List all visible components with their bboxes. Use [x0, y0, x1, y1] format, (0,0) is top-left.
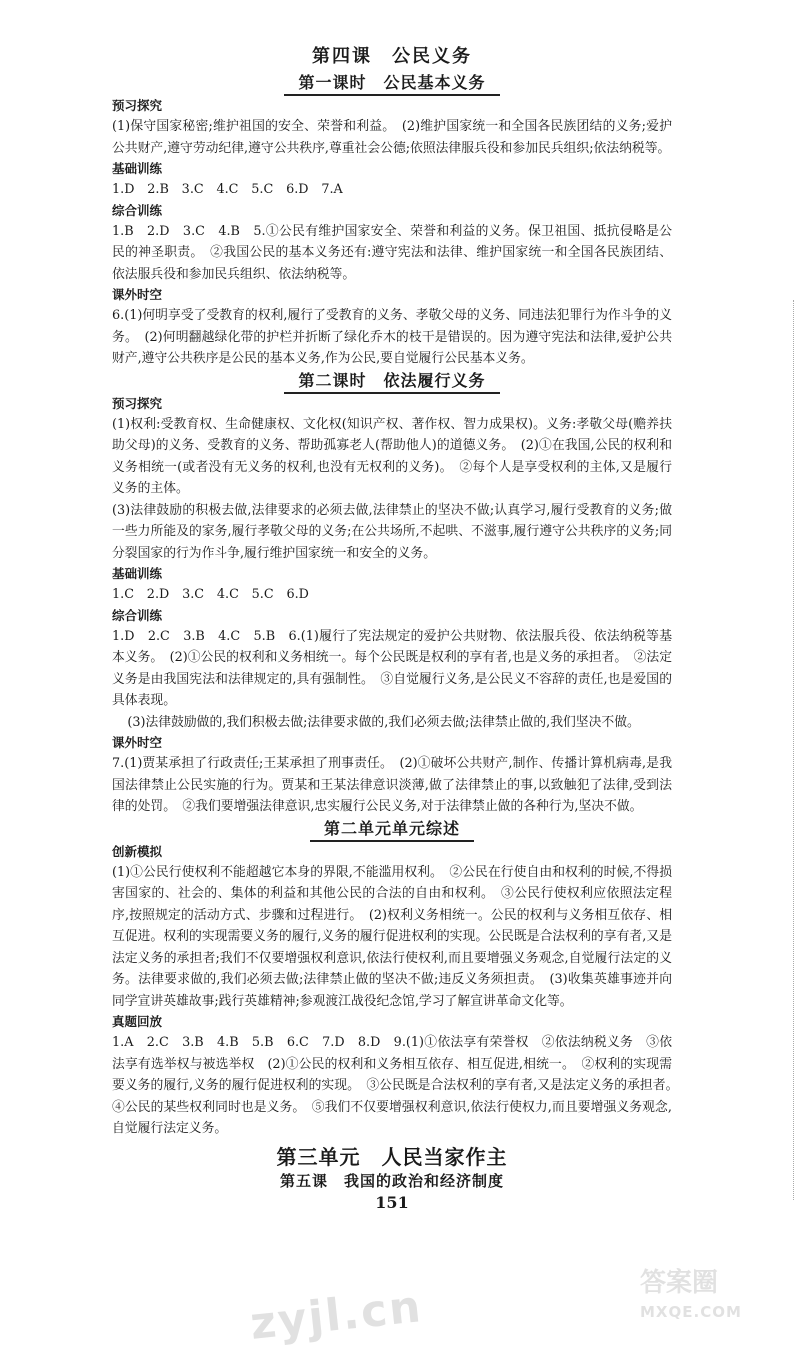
period-title [112, 370, 672, 392]
answer-paragraph: 1.B 2.D 3.C 4.B 5.①公民有维护国家安全、荣誉和利益的义务。保卫祖国、抵抗侵略是公民的神圣职责。 ②我国公民的基本义务还有:遵守宪法和法律、维护国家统一和全国各民族团结、依法服兵役和参加民兵组织、依法纳税等。 [112, 223, 672, 282]
section-heading-comprehensive: 综合训练 [112, 202, 163, 218]
section-heading-comprehensive: 综合训练 [112, 607, 163, 623]
section-heading-extra: 课外时空 [112, 735, 163, 750]
unit-review-title-text: 第二单元单元综述 [310, 818, 474, 842]
watermark-zyjl: zyjl.cn [247, 1281, 425, 1350]
watermark-answer-circle: 答案圈 [640, 1268, 719, 1298]
page-number: 151 [375, 1192, 409, 1212]
answer-paragraph: (1)保守国家秘密;维护祖国的安全、荣誉和利益。 (2)维护国家统一和全国各民族团结的义务;爱护公共财产,遵守劳动纪律,遵守公共秩序,尊重社会公德;依照法律服兵役和参加民兵组织;依法纳税等。 [112, 119, 672, 156]
answer-paragraph: 6.(1)何明享受了受教育的权利,履行了受教育的义务、孝敬父母的义务、同违法犯罪行为作斗争的义务。 (2)何明翻越绿化带的护栏并折断了绿化乔木的枝干是错误的。因为遵守宪法和法律,爱护公共财产,遵守公共秩序是公民的基本义务,作为公民,要自觉履行公民基本义务。 [112, 308, 672, 366]
answer-paragraph: 1.A 2.C 3.B 4.B 5.B 6.C 7.D 8.D 9.(1)①依法享有荣誉权 ②依法纳税义务 ③依法享有选举权与被选举权 (2)①公民的权利和义务相互依存、相互促进,相统一。 ②权利的实现需要义务的履行,义务的履行促进权利的实现。 ③公民既是合法权利的享有者,又是法定义务的承担者。 ④公民的某些权利同时也是义务。 ⑤我们不仅要增强权利意识,依法行使权力,而且要增强义务观念,自觉履行法定义务。 [112, 1035, 685, 1136]
section-heading-basic: 基础训练 [112, 161, 163, 176]
watermark-mxqe: MXQE.COM [640, 1303, 742, 1321]
lesson5-title: 第五课 我国的政治和经济制度 [279, 1171, 504, 1190]
answer-paragraph: 1.D 2.C 3.B 4.C 5.B 6.(1)履行了宪法规定的爱护公共财物、依法服兵役、依法纳税等基本义务。 (2)①公民的权利和义务相统一。每个公民既是权利的享有者,也是义务的承担者。 ②法定义务是由我国宪法和法律规定的,具有强制性。 ③自觉履行义务,是公民义不容辞的责任,也是爱国的具体表现。 [112, 628, 672, 708]
answer-paragraph: (3)法律鼓励的积极去做,法律要求的必须去做,法律禁止的坚决不做;认真学习,履行受教育的义务;做一些力所能及的家务,履行孝敬父母的义务;在公共场所,不起哄、不滋事,履行遵守公共秩序的义务;同分裂国家的行为作斗争,履行维护国家统一和安全的义务。 [112, 502, 672, 561]
answer-paragraph: (3)法律鼓励做的,我们积极去做;法律要求做的,我们必须去做;法律禁止做的,我们坚决不做。 [127, 714, 640, 730]
unit-title: 第三单元 人民当家作主 [276, 1144, 508, 1169]
unit-review-title [112, 818, 672, 840]
lesson-title: 第四课 公民义务 [312, 46, 472, 67]
section-heading-real-exam: 真题回放 [112, 1014, 163, 1029]
section-heading-innovation: 创新模拟 [112, 843, 163, 859]
answer-page [112, 46, 685, 1214]
answer-paragraph: (1)①公民行使权利不能超越它本身的界限,不能滥用权利。 ②公民在行使自由和权利的时候,不得损害国家的、社会的、集体的利益和其他公民的合法的自由和权利。 ③公民行使权利应依照法定程序,按照规定的活动方式、步骤和过程进行。 (2)权利义务相统一。公民的权利与义务相互依存、相互促进。权利的实现需要义务的履行,义务的履行促进权利的实现。公民既是合法权利的享有者,又是法定义务的承担者;我们不仅要增强权利意识,依法行使权利,而且要增强义务观念,自觉履行法定的义务。法律要求做的,我们必须去做;法律禁止做的坚决不做;违反义务须担责。 (3)收集英雄事迹并向同学宣讲英雄故事;践行英雄精神;参观渡江战役纪念馆,学习了解宣讲革命文化等。 [112, 864, 672, 1009]
period-title-text: 第二课时 依法履行义务 [284, 370, 499, 394]
answer-paragraph: 7.(1)贾某承担了行政责任;王某承担了刑事责任。 (2)①破坏公共财产,制作、传播计算机病毒,是我国法律禁止公民实施的行为。贾某和王某法律意识淡薄,做了法律禁止的事,以致触犯了法律,受到法律的处罚。 ②我们要增强法律意识,忠实履行公民义务,对于法律禁止做的各种行为,坚决不做。 [112, 756, 672, 814]
period-title [112, 72, 672, 94]
answer-paragraph: 1.D 2.B 3.C 4.C 5.C 6.D 7.A [112, 182, 343, 197]
page-edge-decoration [783, 300, 794, 1200]
answer-paragraph: 1.C 2.D 3.C 4.C 5.C 6.D [112, 587, 309, 602]
section-heading-extra: 课外时空 [112, 287, 163, 302]
section-heading-preview: 预习探究 [112, 98, 163, 113]
section-heading-preview: 预习探究 [112, 395, 163, 411]
period-title-text: 第一课时 公民基本义务 [284, 72, 499, 96]
section-heading-basic: 基础训练 [112, 566, 163, 581]
answer-paragraph: (1)权利:受教育权、生命健康权、文化权(知识产权、著作权、智力成果权)。义务:孝敬父母(赡养扶助父母)的义务、受教育的义务、帮助孤寡老人(帮助他人)的道德义务。 (2)①在我国,公民的权利和义务相统一(或者没有无义务的权利,也没有无权利的义务)。 ②每个人是享受权利的主体,又是履行义务的主体。 [112, 416, 672, 496]
